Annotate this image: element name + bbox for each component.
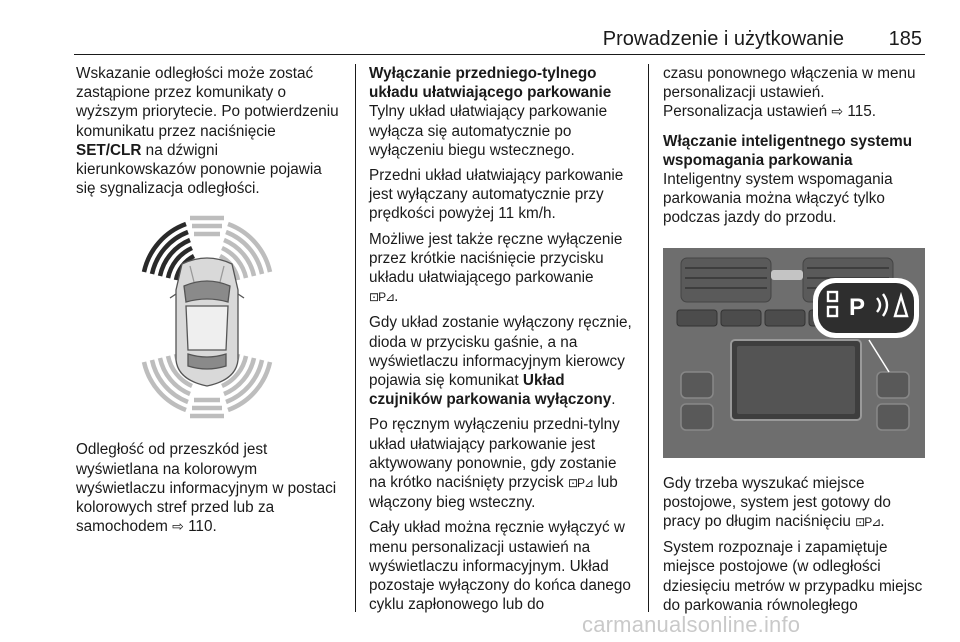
hazard-button: [771, 270, 803, 280]
paragraph: Personalizacja ustawień ⇨ 115.: [663, 103, 876, 121]
paragraph: Gdy trzeba wyszukać miejsce postojowe, system jest gotowy do pracy po długim naciśnięciu ⊡P⊿.: [663, 474, 891, 531]
paragraph: Wskazanie odległości może zostać zastąpione przez komunikaty o wyższym priorytecie. Po potwierdzeniu komunikatu przez naciśnięcie SET/CLR na dźwigni kierunkowskazów ponownie pojawia się sygnalizacja odległości.: [76, 65, 339, 198]
car-body: [170, 258, 244, 386]
section-heading: Wyłączanie przedniego-tylnego układu ułatwiającego parkowanie: [369, 65, 612, 102]
paragraph: Odległość od przeszkód jest wyświetlana na kolorowym wyświetlaczu informacyjnym w postaci kolorowych stref przed lub za samochodem ⇨ 110.: [76, 441, 337, 536]
paragraph: Inteligentny system wspomagania parkowania można włączyć tylko podczas jazdy do przodu.: [663, 171, 893, 227]
park-assist-button-icon: ⊡P⊿: [567, 476, 594, 491]
park-assist-button-icon: ⊡P⊿: [855, 515, 881, 530]
header-rule: [74, 54, 925, 55]
park-assist-button-icon: ⊡P⊿: [369, 290, 395, 305]
column-1: [76, 64, 341, 542]
svg-text:P: P: [848, 293, 866, 321]
paragraph: Tylny układ ułatwiający parkowanie wyłącza się automatycznie po wyłączeniu biegu wstecznego.: [369, 103, 608, 159]
paragraph: Możliwe jest także ręczne wyłączenie przez krótkie naciśnięcie przycisku układu ułatwiającego parkowanie ⊡P⊿.: [369, 230, 623, 306]
watermark: carmanualsonline.info: [582, 612, 801, 637]
column-divider: [648, 64, 649, 612]
page-reference-icon: ⇨: [172, 518, 184, 535]
dashboard-console-illustration: [663, 248, 925, 458]
paragraph: Gdy układ zostanie wyłączony ręcznie, dioda w przycisku gaśnie, a na wyświetlaczu informacyjnym kierowcy pojawia się komunikat Układ czujników parkowania wyłączony.: [369, 314, 632, 409]
parking-sensor-display-figure: [76, 210, 341, 426]
paragraph: Przedni układ ułatwiający parkowanie jest wyłączany automatycznie przy prędkości powyżej 11 km/h.: [369, 167, 624, 223]
paragraph: Cały układ można ręcznie wyłączyć w menu personalizacji ustawień na wyświetlaczu informacyjnym. Układ pozostaje wyłączony do końca danego cyklu zapłonowego lub do: [369, 519, 631, 614]
page-header: [74, 28, 924, 52]
paragraph: Po ręcznym wyłączeniu przedni-tylny układ ułatwiający parkowanie jest aktywowany ponownie, gdy zostanie na krótko naciśnięty przycisk ⊡P⊿ lub włączony bieg wsteczny.: [369, 416, 620, 512]
section-heading: Włączanie inteligentnego systemu wspomagania parkowania: [663, 132, 913, 169]
dashboard-photo-figure: [663, 248, 928, 458]
page-reference-icon: ⇨: [831, 103, 844, 120]
park-assist-button-callout: [813, 278, 919, 338]
column-2: [369, 64, 637, 620]
button-name: SET/CLR: [76, 141, 142, 159]
column-divider: [355, 64, 356, 612]
page-title: Prowadzenie i użytkowanie: [602, 28, 844, 50]
paragraph: czasu ponownego włączenia w menu personalizacji ustawień.: [663, 65, 916, 102]
paragraph: System rozpoznaje i zapamiętuje miejsce postojowe (w odległości dziesięciu metrów w przypadku miejsc do parkowania równoległego: [663, 539, 923, 614]
page-number: 185: [888, 28, 922, 50]
car-top-view-illustration: [76, 210, 338, 426]
column-3: [663, 64, 928, 621]
message-text: Układ czujników parkowania wyłączony: [369, 372, 612, 409]
